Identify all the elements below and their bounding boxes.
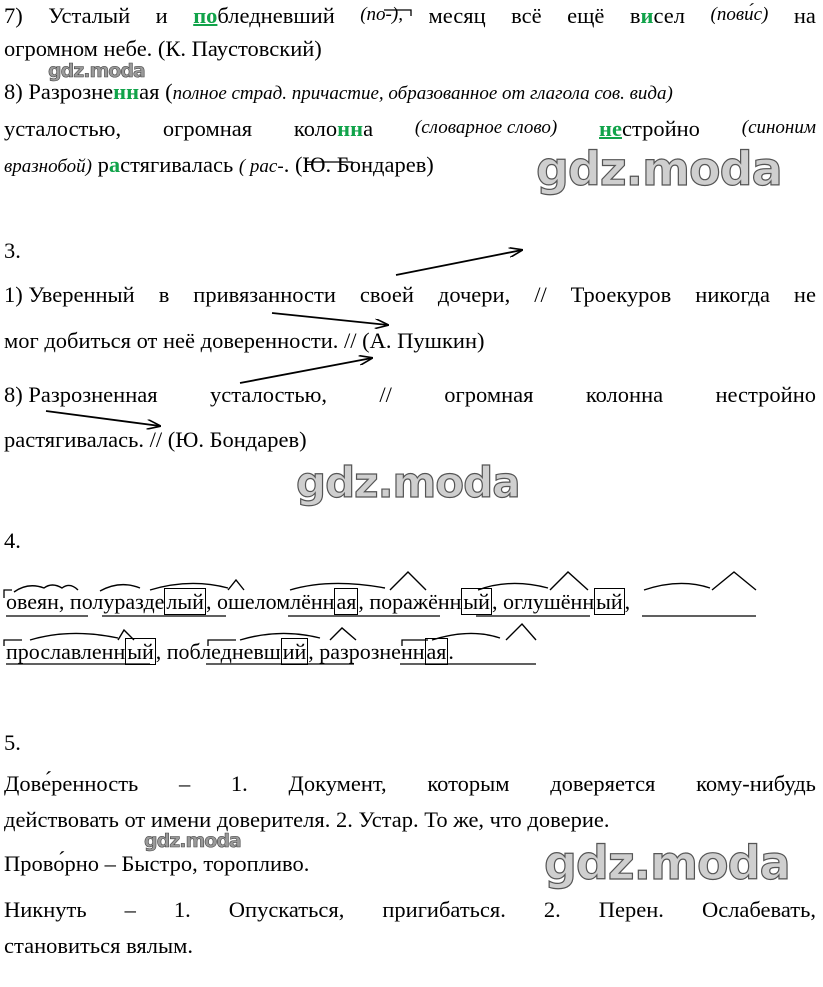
word-kolonna: колонна [293,116,374,141]
morpheme-row-1: овеян, полуразделый, ошеломлённая, поражённый, оглушённый, [6,589,631,614]
ending-box: лый [166,589,204,614]
suffix-mark [228,580,244,590]
text: 7) [4,3,23,28]
word-rastyagivalas: растягивалась [97,152,234,177]
sentence-8-line-3: вразнобой) растягивалась ( рас-. (Ю. Бондарев) [4,152,434,177]
text: всё [511,3,542,28]
root-arc [150,583,228,590]
arrow [46,411,160,426]
ending-box: ий [282,639,307,664]
root-arc [290,583,385,590]
text: Усталый [48,3,131,28]
suffix-mark [506,624,536,640]
prefix-mark [384,10,411,16]
ending-box: ый [127,639,154,664]
root-arc [30,633,118,640]
text: месяц [428,3,486,28]
note: (пови́с) [710,4,769,25]
ending-box: ая [426,639,447,664]
definition-1-line-1: Дове́ренность – 1. Документ, которым доверяется кому-нибудь [4,771,816,796]
word-parsed: прославленный [6,639,154,664]
word-parsed: поражённый [369,589,490,614]
suffix-mark [330,628,356,640]
prefix-mark [4,640,22,646]
root-arc [240,633,320,640]
word-parsed: ошеломлённая [216,589,357,614]
note: вразнобой) [4,156,92,177]
text: ещё [567,3,605,28]
word-visel: висел [629,3,685,28]
note: (словарное слово) [414,117,558,138]
word-parsed: побледневший [166,639,307,664]
watermark: gdz.moda [296,458,520,507]
section-number: 4. [4,528,21,553]
s3-line-3: 8) Разрозненная усталостью, // огромная колонна нестройно [4,382,816,407]
section-number: 5. [4,730,21,755]
sentence-8-line-1: 8) Разрозненная (полное страд. причастие, образованное от глагола сов. вида) [4,79,673,104]
section-number: 3. [4,238,21,263]
definition-3-line-1: Никнуть – 1. Опускаться, пригибаться. 2. Перен. Ослабевать, [4,897,816,922]
watermark: gdz.moda [536,142,782,196]
note: ( рас- [238,156,284,177]
text: и [155,3,168,28]
watermark: gdz.moda [144,830,241,852]
ending-box: ый [596,589,623,614]
word-parsed: полуразделый [69,589,204,614]
root-arc [644,583,710,590]
s3-line-2: мог добиться от неё доверенности. // (А. Пушкин) [4,328,485,353]
arrow [240,358,372,383]
ending-box: ый [463,589,490,614]
word-parsed: оглушённый [502,589,623,614]
root-arc [100,585,140,591]
definition-3-line-2: становиться вялым. [4,933,193,958]
highlight: по [193,3,218,28]
definition-2: Прово́рно – Быстро, торопливо. [4,851,310,876]
watermark: gdz.moda [48,60,145,82]
prefix-mark [208,640,236,646]
word-pobledenevshiy: побледневший [193,3,335,28]
word-parsed: разрозненная [319,639,447,664]
root-arc [478,583,548,590]
prefix-mark [307,162,352,170]
text: на [793,3,816,28]
suffix-mark [550,572,588,590]
word-nestroyno: нестройно [599,116,700,141]
definition-1-line-2: действовать от имени доверителя. 2. Устар. То же, что доверие. [4,807,610,832]
s3-line-4: растягивалась. // (Ю. Бондарев) [4,427,307,452]
suffix-mark [390,572,426,590]
prefix-mark [402,640,428,646]
root-arc [432,633,500,640]
s3-line-1: 1) Уверенный в привязанности своей дочери, // Троекуров никогда не [4,282,816,307]
note: (синоним [741,117,816,138]
note: полное страд. причастие, образованное от глагола сов. вида) [172,83,673,104]
suffix-mark [712,572,756,590]
ending-box: ая [336,589,357,614]
suffix-mark [118,630,134,640]
sentence-8-line-2: усталостью, огромная колонна (словарное слово) нестройно (синоним [4,116,816,141]
arrow [396,250,522,275]
watermark: gdz.moda [544,836,790,890]
root-arc [14,585,78,592]
sentence-7-line-2: огромном небе. (К. Паустовский) [4,36,322,61]
arrow [272,313,388,325]
morpheme-row-2: прославленный, побледневший, разрозненная. [6,639,454,664]
prefix-mark [4,590,12,598]
word-parsed: овеян [6,589,59,614]
note: (по-), [360,4,403,25]
